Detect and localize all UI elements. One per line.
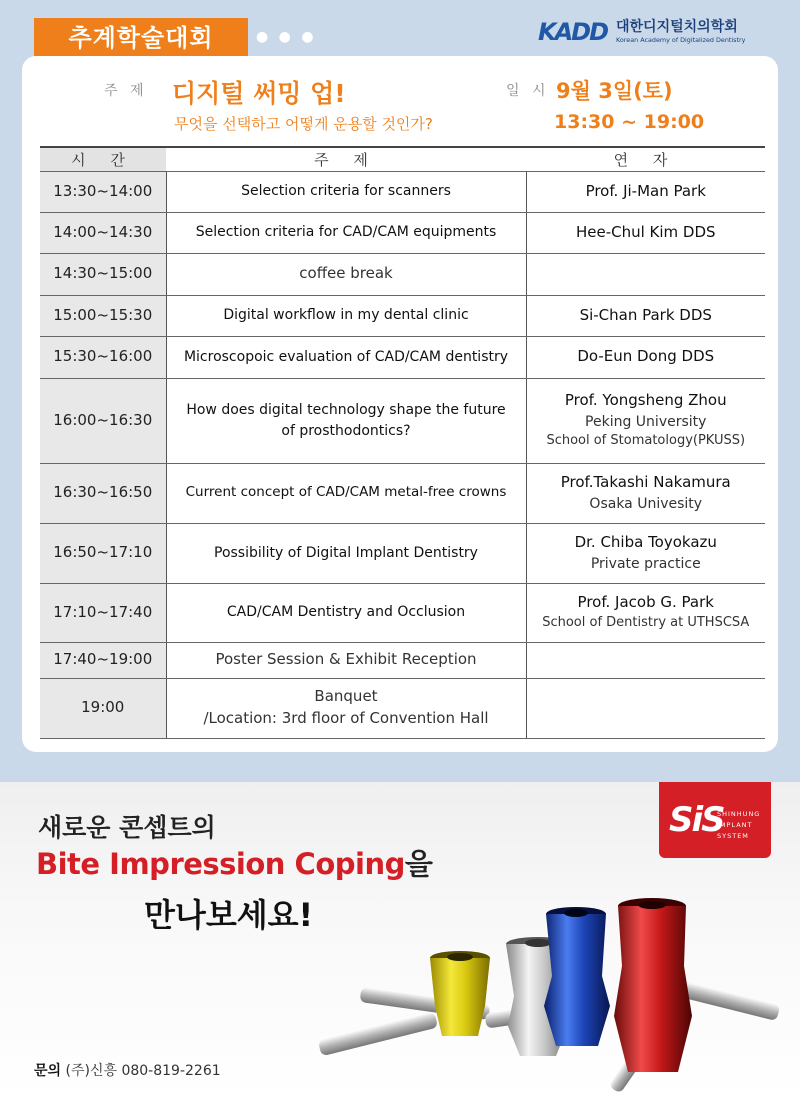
session-speaker-cell <box>526 378 765 463</box>
session-time: 13:30~14:00 <box>40 171 166 212</box>
session-time: 16:30~16:50 <box>40 463 166 523</box>
session-topic: Current concept of CAD/CAM metal-free crowns <box>166 463 526 523</box>
session-topic: Possibility of Digital Implant Dentistry <box>166 523 526 583</box>
contact-label: 문의 <box>34 1063 62 1079</box>
session-time: 15:30~16:00 <box>40 336 166 378</box>
speaker-affiliation: School of Stomatology(PKUSS) <box>546 433 746 449</box>
table-row <box>40 583 765 642</box>
yellow-coping <box>430 951 490 1036</box>
session-topic <box>166 678 526 738</box>
session-speaker-cell <box>526 583 765 642</box>
session-speaker: Prof.Takashi Nakamura <box>560 472 731 491</box>
session-time: 17:10~17:40 <box>40 583 166 642</box>
headline-suffix: 을 <box>404 847 433 881</box>
session-time: 16:50~17:10 <box>40 523 166 583</box>
table-row <box>40 253 765 295</box>
speaker-affiliation: Osaka Univesity <box>589 495 703 512</box>
org-name-korean: 대한디지털치의학회 <box>616 19 738 35</box>
session-topic: CAD/CAM Dentistry and Occlusion <box>166 583 526 642</box>
sis-brand-logo <box>659 782 771 858</box>
topic-subtitle: 무엇을 선택하고 어떻게 운용할 것인가? <box>174 115 433 133</box>
table-row <box>40 336 765 378</box>
session-speaker: Do-Eun Dong DDS <box>526 336 765 378</box>
session-topic: Selection criteria for scanners <box>166 171 526 212</box>
brand-line: IMPLANT <box>717 821 753 829</box>
session-speaker-cell <box>526 463 765 523</box>
session-topic-line: of prosthodontics? <box>281 422 411 439</box>
session-speaker <box>526 642 765 678</box>
session-speaker: Prof. Yongsheng Zhou <box>564 391 727 410</box>
kadd-logo-mark: KADD <box>538 18 608 46</box>
table-row <box>40 678 765 738</box>
session-topic-line: /Location: 3rd floor of Convention Hall <box>203 709 489 727</box>
table-row <box>40 295 765 336</box>
session-speaker: Dr. Chiba Toyokazu <box>574 532 717 551</box>
session-topic: Selection criteria for CAD/CAM equipments <box>166 212 526 253</box>
topic-title: 디지털 써밍 업! <box>172 79 346 108</box>
product-name: Bite Impression Coping <box>36 847 405 881</box>
session-time: 14:00~14:30 <box>40 212 166 253</box>
session-time: 14:30~15:00 <box>40 253 166 295</box>
session-speaker: Prof. Ji-Man Park <box>526 171 765 212</box>
red-coping <box>614 898 692 1072</box>
session-speaker: Prof. Jacob G. Park <box>577 593 714 612</box>
table-row <box>40 171 765 212</box>
session-topic: Microscopoic evaluation of CAD/CAM dentistry <box>166 336 526 378</box>
ad-headline-3: 만나보세요! <box>144 896 314 934</box>
header-speaker: 연 자 <box>526 147 765 171</box>
session-speaker: Hee-Chul Kim DDS <box>526 212 765 253</box>
ad-headline-2 <box>36 842 433 883</box>
contact-phone: (주)신흥 080-819-2261 <box>65 1063 221 1079</box>
speaker-affiliation: Private practice <box>590 555 701 572</box>
session-speaker: Si-Chan Park DDS <box>526 295 765 336</box>
impression-coping-product-image <box>300 896 790 1102</box>
topic-label: 주 제 <box>104 83 148 99</box>
table-row <box>40 463 765 523</box>
event-time: 13:30 ~ 19:00 <box>554 111 705 133</box>
table-row <box>40 378 765 463</box>
session-topic: coffee break <box>166 253 526 295</box>
contact-info <box>34 1060 221 1080</box>
event-date: 9월 3일(토) <box>556 79 673 103</box>
session-topic <box>166 378 526 463</box>
org-name-english: Korean Academy of Digitalized Dentistry <box>616 36 746 44</box>
table-row <box>40 212 765 253</box>
speaker-affiliation: School of Dentistry at UTHSCSA <box>542 614 750 630</box>
date-label: 일 시 <box>506 83 550 99</box>
session-topic: Digital workflow in my dental clinic <box>166 295 526 336</box>
blue-coping <box>544 907 610 1046</box>
ad-headline-1: 새로운 콘셉트의 <box>38 813 216 842</box>
event-name-tab: 추계학술대회 <box>34 18 248 58</box>
session-topic-line: Banquet <box>314 687 378 706</box>
schedule-table <box>40 146 765 739</box>
session-speaker <box>526 678 765 738</box>
header-time: 시 간 <box>40 147 166 171</box>
table-row <box>40 523 765 583</box>
table-row <box>40 642 765 678</box>
session-topic: Poster Session & Exhibit Reception <box>166 642 526 678</box>
session-topic-line: How does digital technology shape the future <box>186 402 506 419</box>
session-time: 17:40~19:00 <box>40 642 166 678</box>
society-logo <box>538 16 778 50</box>
session-speaker-cell <box>526 523 765 583</box>
speaker-affiliation: Peking University <box>585 413 707 430</box>
brand-line: SYSTEM <box>717 832 749 840</box>
session-time: 16:00~16:30 <box>40 378 166 463</box>
session-time: 19:00 <box>40 678 166 738</box>
brand-line: SHINHUNG <box>717 810 761 818</box>
session-time: 15:00~15:30 <box>40 295 166 336</box>
header-topic: 주 제 <box>166 147 526 171</box>
decorative-dots: ● ● ● <box>256 29 317 45</box>
brand-name <box>717 809 760 842</box>
session-speaker <box>526 253 765 295</box>
sis-logo-mark: SiS <box>669 800 724 840</box>
table-header-row <box>40 147 765 171</box>
